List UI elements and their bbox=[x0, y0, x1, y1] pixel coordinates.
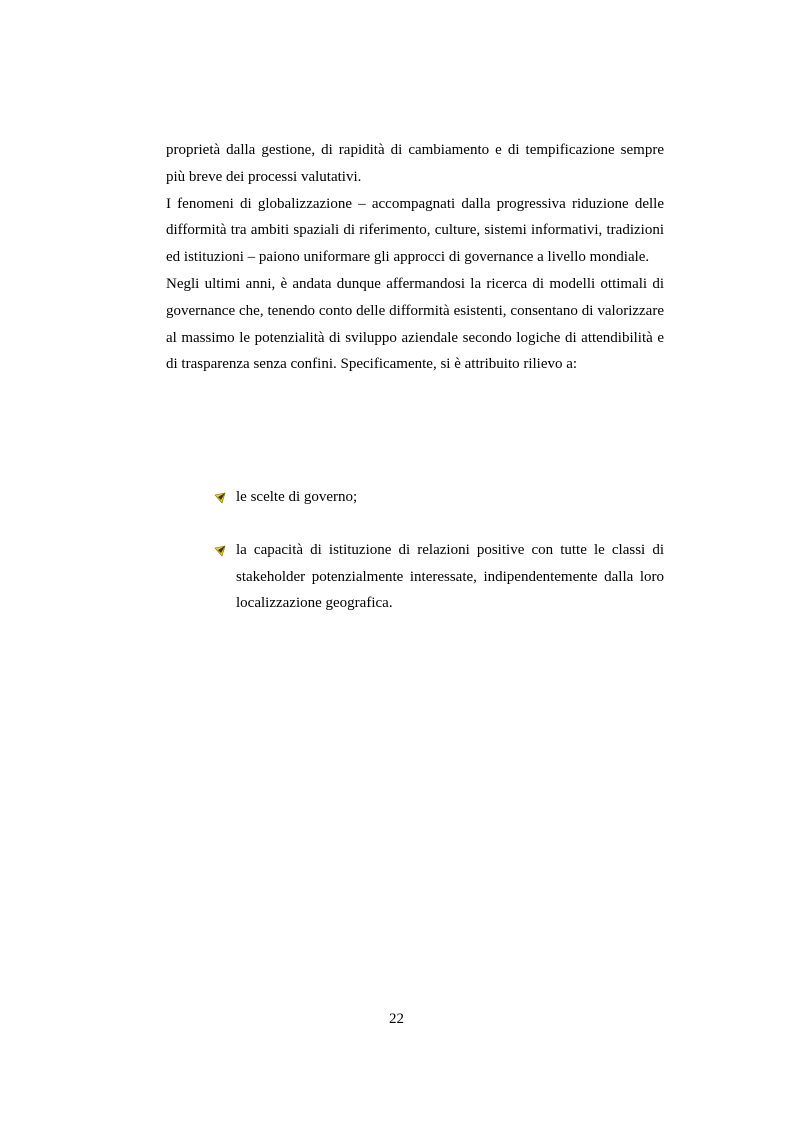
bullet-text: le scelte di governo; bbox=[236, 489, 358, 505]
paragraph: I fenomeni di globalizzazione – accompagnati dalla progressiva riduzione delle difformità tra ambiti spaziali di riferimento, culture, sistemi informativi, tradizioni ed istituzioni – paiono uniformare gli approcci di governance a livello mondiale. bbox=[166, 195, 664, 266]
bullet-list bbox=[214, 484, 664, 643]
arrow-bullet-icon bbox=[214, 545, 226, 557]
body-text bbox=[166, 137, 664, 378]
arrow-bullet-icon bbox=[214, 492, 226, 504]
page-number: 22 bbox=[389, 1011, 404, 1027]
list-item bbox=[214, 484, 664, 511]
bullet-text: la capacità di istituzione di relazioni positive con tutte le classi di stakeholder potenzialmente interessate, indipendentemente dalla loro localizzazione geografica. bbox=[236, 541, 664, 612]
list-item bbox=[214, 537, 664, 617]
paragraph: Negli ultimi anni, è andata dunque affermandosi la ricerca di modelli ottimali di governance che, tenendo conto delle difformità esistenti, consentano di valorizzare al massimo le potenzialità di sviluppo aziendale secondo logiche di attendibilità e di trasparenza senza confini. Specificamente, si è attribuito rilievo a: bbox=[166, 275, 664, 373]
paragraph: proprietà dalla gestione, di rapidità di cambiamento e di tempificazione sempre più breve dei processi valutativi. bbox=[166, 142, 664, 185]
